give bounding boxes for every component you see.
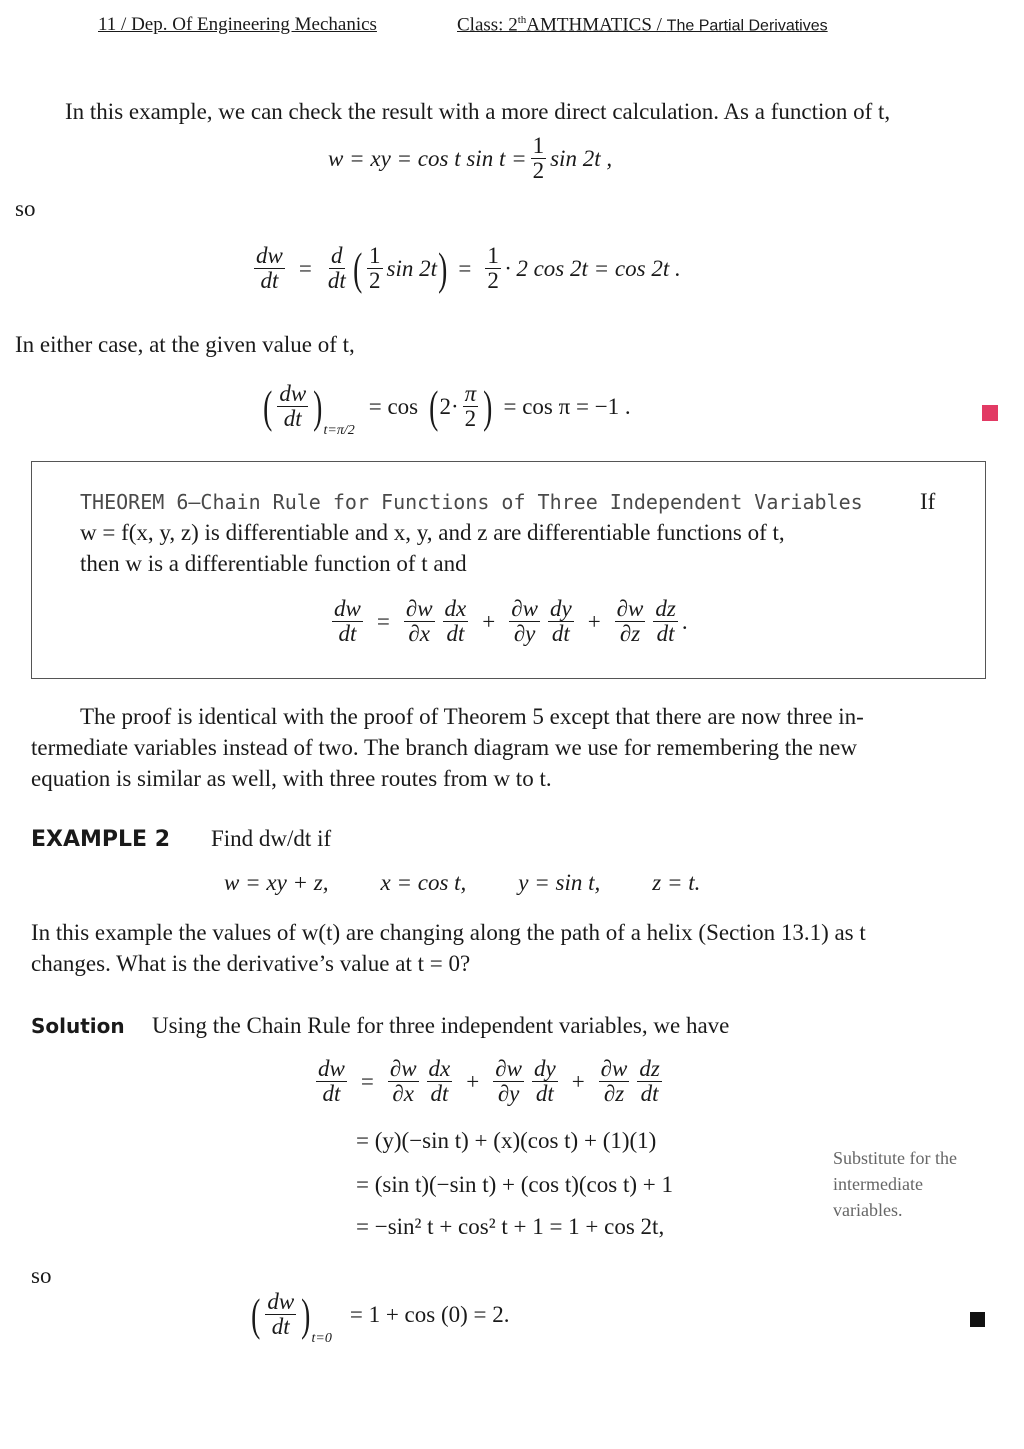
def-x: x = cos t, (380, 870, 467, 895)
eq1-num: 1 (532, 133, 545, 158)
chain-px: ∂x (408, 621, 430, 647)
eq2-rhs: · 2 cos 2t = cos 2t . (504, 255, 681, 281)
sol-pwpx (388, 1057, 419, 1106)
eq3-pi-den: 2 (464, 406, 477, 432)
sol-pz: ∂z (603, 1081, 625, 1107)
side-note-line1: Substitute for the (833, 1148, 957, 1168)
eq3-equals-cos: = cos (368, 393, 419, 419)
chain-equals: = (376, 608, 390, 634)
solution-label-text: Solution (31, 1014, 125, 1038)
chain-dzdt (653, 597, 677, 646)
sol-dt-2: dt (535, 1081, 554, 1107)
sol-dwdt (316, 1057, 347, 1106)
example-prompt: Find dw/dt if (211, 826, 332, 851)
final-subscript: t=0 (311, 1331, 332, 1347)
eq3-inner-close: ) (483, 380, 493, 432)
chain-dt-3: dt (656, 621, 675, 647)
sol-dzdt (637, 1057, 661, 1106)
equation-w-product (328, 134, 612, 183)
chain-period: . (681, 608, 688, 634)
final-dwdt (265, 1290, 296, 1339)
eq2-half (485, 244, 501, 293)
eq3-pi-num: π (464, 381, 477, 406)
eq3-dw: dw (279, 381, 307, 406)
sol-pw-2: ∂w (495, 1056, 522, 1081)
eq2-in-num: 1 (369, 243, 381, 268)
theorem-title-text: THEOREM 6—Chain Rule for Functions of Three Independent Variables (80, 490, 863, 514)
eq1-lhs: w = xy = cos t sin t = (328, 145, 527, 171)
final-rhs: = 1 + cos (0) = 2. (349, 1301, 510, 1327)
eq3-inner-lhs: 2· (439, 393, 459, 419)
chain-dxdt (443, 597, 469, 646)
example-label-text: EXAMPLE 2 (31, 827, 171, 852)
header-left: 11 / Dep. Of Engineering Mechanics (98, 14, 377, 35)
so-label-1: so (15, 196, 36, 221)
theorem-line3: then w is a differentiable function of t and (80, 551, 467, 576)
eq2-h-num: 1 (487, 243, 499, 268)
example-line1: In this example the values of w(t) are changing along the path of a helix (Section 13.1) as t (31, 920, 866, 945)
eq3-paren-open: ( (263, 380, 273, 432)
chain-pwpx (404, 597, 435, 646)
eq2-ddt (326, 244, 348, 293)
sol-dx: dx (428, 1056, 451, 1081)
solution-chain-formula (312, 1057, 666, 1106)
sol-pwpz (599, 1057, 630, 1106)
sol-dt-3: dt (640, 1081, 659, 1107)
eq2-dt: dt (260, 268, 279, 294)
eq1-den: 2 (532, 158, 545, 184)
eq2-inner-frac (367, 244, 383, 293)
final-equation (250, 1288, 510, 1347)
sol-dt-1: dt (430, 1081, 449, 1107)
final-dw: dw (267, 1289, 295, 1314)
eq2-equals-2: = (458, 255, 472, 281)
chain-pw-3: ∂w (616, 596, 644, 621)
solution-step3: = −sin² t + cos² t + 1 = 1 + cos 2t, (356, 1214, 665, 1239)
eq2-paren-open: ( (352, 242, 362, 294)
sol-dy: dy (533, 1056, 556, 1081)
chain-dt-1: dt (446, 621, 465, 647)
sol-dt: dt (322, 1081, 341, 1107)
def-z: z = t. (652, 870, 701, 895)
chain-dydt (548, 597, 574, 646)
eq2-equals-1: = (298, 255, 312, 281)
chain-dx: dx (444, 596, 467, 621)
sol-plus-2: + (571, 1068, 585, 1094)
example-line2: changes. What is the derivative’s value at t = 0? (31, 951, 471, 976)
eq3-inner-open: ( (429, 380, 439, 432)
example-definitions (224, 870, 700, 896)
sol-dw: dw (318, 1056, 345, 1081)
chain-py: ∂y (513, 621, 536, 647)
chain-dy: dy (549, 596, 572, 621)
sol-equals: = (360, 1068, 374, 1094)
theorem-if: If (920, 489, 936, 514)
eq3-dwdt (277, 382, 308, 431)
solution-step1: = (y)(−sin t) + (x)(cos t) + (1)(1) (356, 1128, 657, 1153)
eq3-pi-frac (463, 382, 479, 431)
chain-plus-1: + (482, 608, 496, 634)
def-w: w = xy + z, (224, 870, 329, 895)
final-paren-close: ) (301, 1288, 311, 1340)
eq3-rhs: = cos π = −1 . (503, 393, 631, 419)
eq1-rhs: sin 2t , (550, 145, 613, 171)
sol-plus-1: + (466, 1068, 480, 1094)
header-class-prefix: Class: 2 (457, 14, 518, 36)
chain-dz: dz (655, 596, 676, 621)
sol-py: ∂y (497, 1081, 520, 1107)
chain-dwdt (332, 597, 363, 646)
end-of-example-marker-black (970, 1312, 985, 1327)
eq2-h-den: 2 (487, 268, 499, 294)
chain-dt-2: dt (551, 621, 570, 647)
chain-pw-1: ∂w (405, 596, 433, 621)
eq3-subscript: t=π/2 (323, 423, 355, 439)
eq2-d-dt: dt (327, 268, 346, 294)
chain-pw-2: ∂w (511, 596, 538, 621)
proof-line1: The proof is identical with the proof of Theorem 5 except that there are now three in- (80, 704, 864, 729)
eq2-paren-close: ) (438, 242, 448, 294)
solution-text: Using the Chain Rule for three independent variables, we have (152, 1013, 730, 1038)
chain-dw: dw (334, 596, 361, 621)
theorem-line2: w = f(x, y, z) is differentiable and x, y, and z are differentiable functions of t, (80, 520, 785, 545)
intro-paragraph: In this example, we can check the result with a more direct calculation. As a function of t, (65, 99, 891, 124)
side-note-line2: intermediate (833, 1174, 923, 1194)
chain-pwpy (509, 597, 540, 646)
side-note-line3: variables. (833, 1200, 903, 1220)
header-class-sup: th (517, 14, 527, 26)
equation-evaluated (262, 380, 631, 439)
eq2-inner-rhs: sin 2t (386, 255, 438, 281)
so-label-2: so (31, 1263, 52, 1288)
eq2-dwdt (254, 244, 285, 293)
sol-dydt (532, 1057, 558, 1106)
proof-line3: equation is similar as well, with three routes from w to t. (31, 766, 552, 791)
chain-pz: ∂z (619, 621, 641, 647)
solution-label (31, 1010, 125, 1042)
eq2-d: d (331, 243, 343, 268)
eq3-paren-close: ) (313, 380, 323, 432)
chain-plus-2: + (587, 608, 601, 634)
equation-derivative (250, 244, 681, 293)
sol-dz: dz (639, 1056, 660, 1081)
sol-pw-3: ∂w (600, 1056, 628, 1081)
sol-px: ∂x (392, 1081, 414, 1107)
side-note (833, 1145, 957, 1223)
solution-step2: = (sin t)(−sin t) + (cos t)(cos t) + 1 (356, 1172, 673, 1197)
header-class-subject: AMTHMATICS / (526, 14, 667, 36)
final-paren-open: ( (251, 1288, 261, 1340)
eq2-dw: dw (256, 243, 283, 268)
either-case-paragraph: In either case, at the given value of t, (15, 332, 355, 357)
theorem-title (80, 486, 863, 518)
chain-rule-formula (328, 597, 688, 646)
example-label (31, 823, 170, 855)
sol-pw-1: ∂w (389, 1056, 417, 1081)
header-class (457, 14, 828, 36)
final-dt: dt (271, 1314, 290, 1340)
sol-dxdt (427, 1057, 453, 1106)
header-topic: The Partial Derivatives (666, 17, 828, 35)
def-y: y = sin t, (518, 870, 601, 895)
eq1-fraction (531, 134, 547, 183)
eq3-dt: dt (283, 406, 302, 432)
sol-pwpy (493, 1057, 524, 1106)
chain-pwpz (615, 597, 646, 646)
eq2-in-den: 2 (369, 268, 381, 294)
chain-dt: dt (338, 621, 357, 647)
proof-line2: termediate variables instead of two. The branch diagram we use for remembering the new (31, 735, 857, 760)
end-of-example-marker-pink (982, 405, 998, 421)
